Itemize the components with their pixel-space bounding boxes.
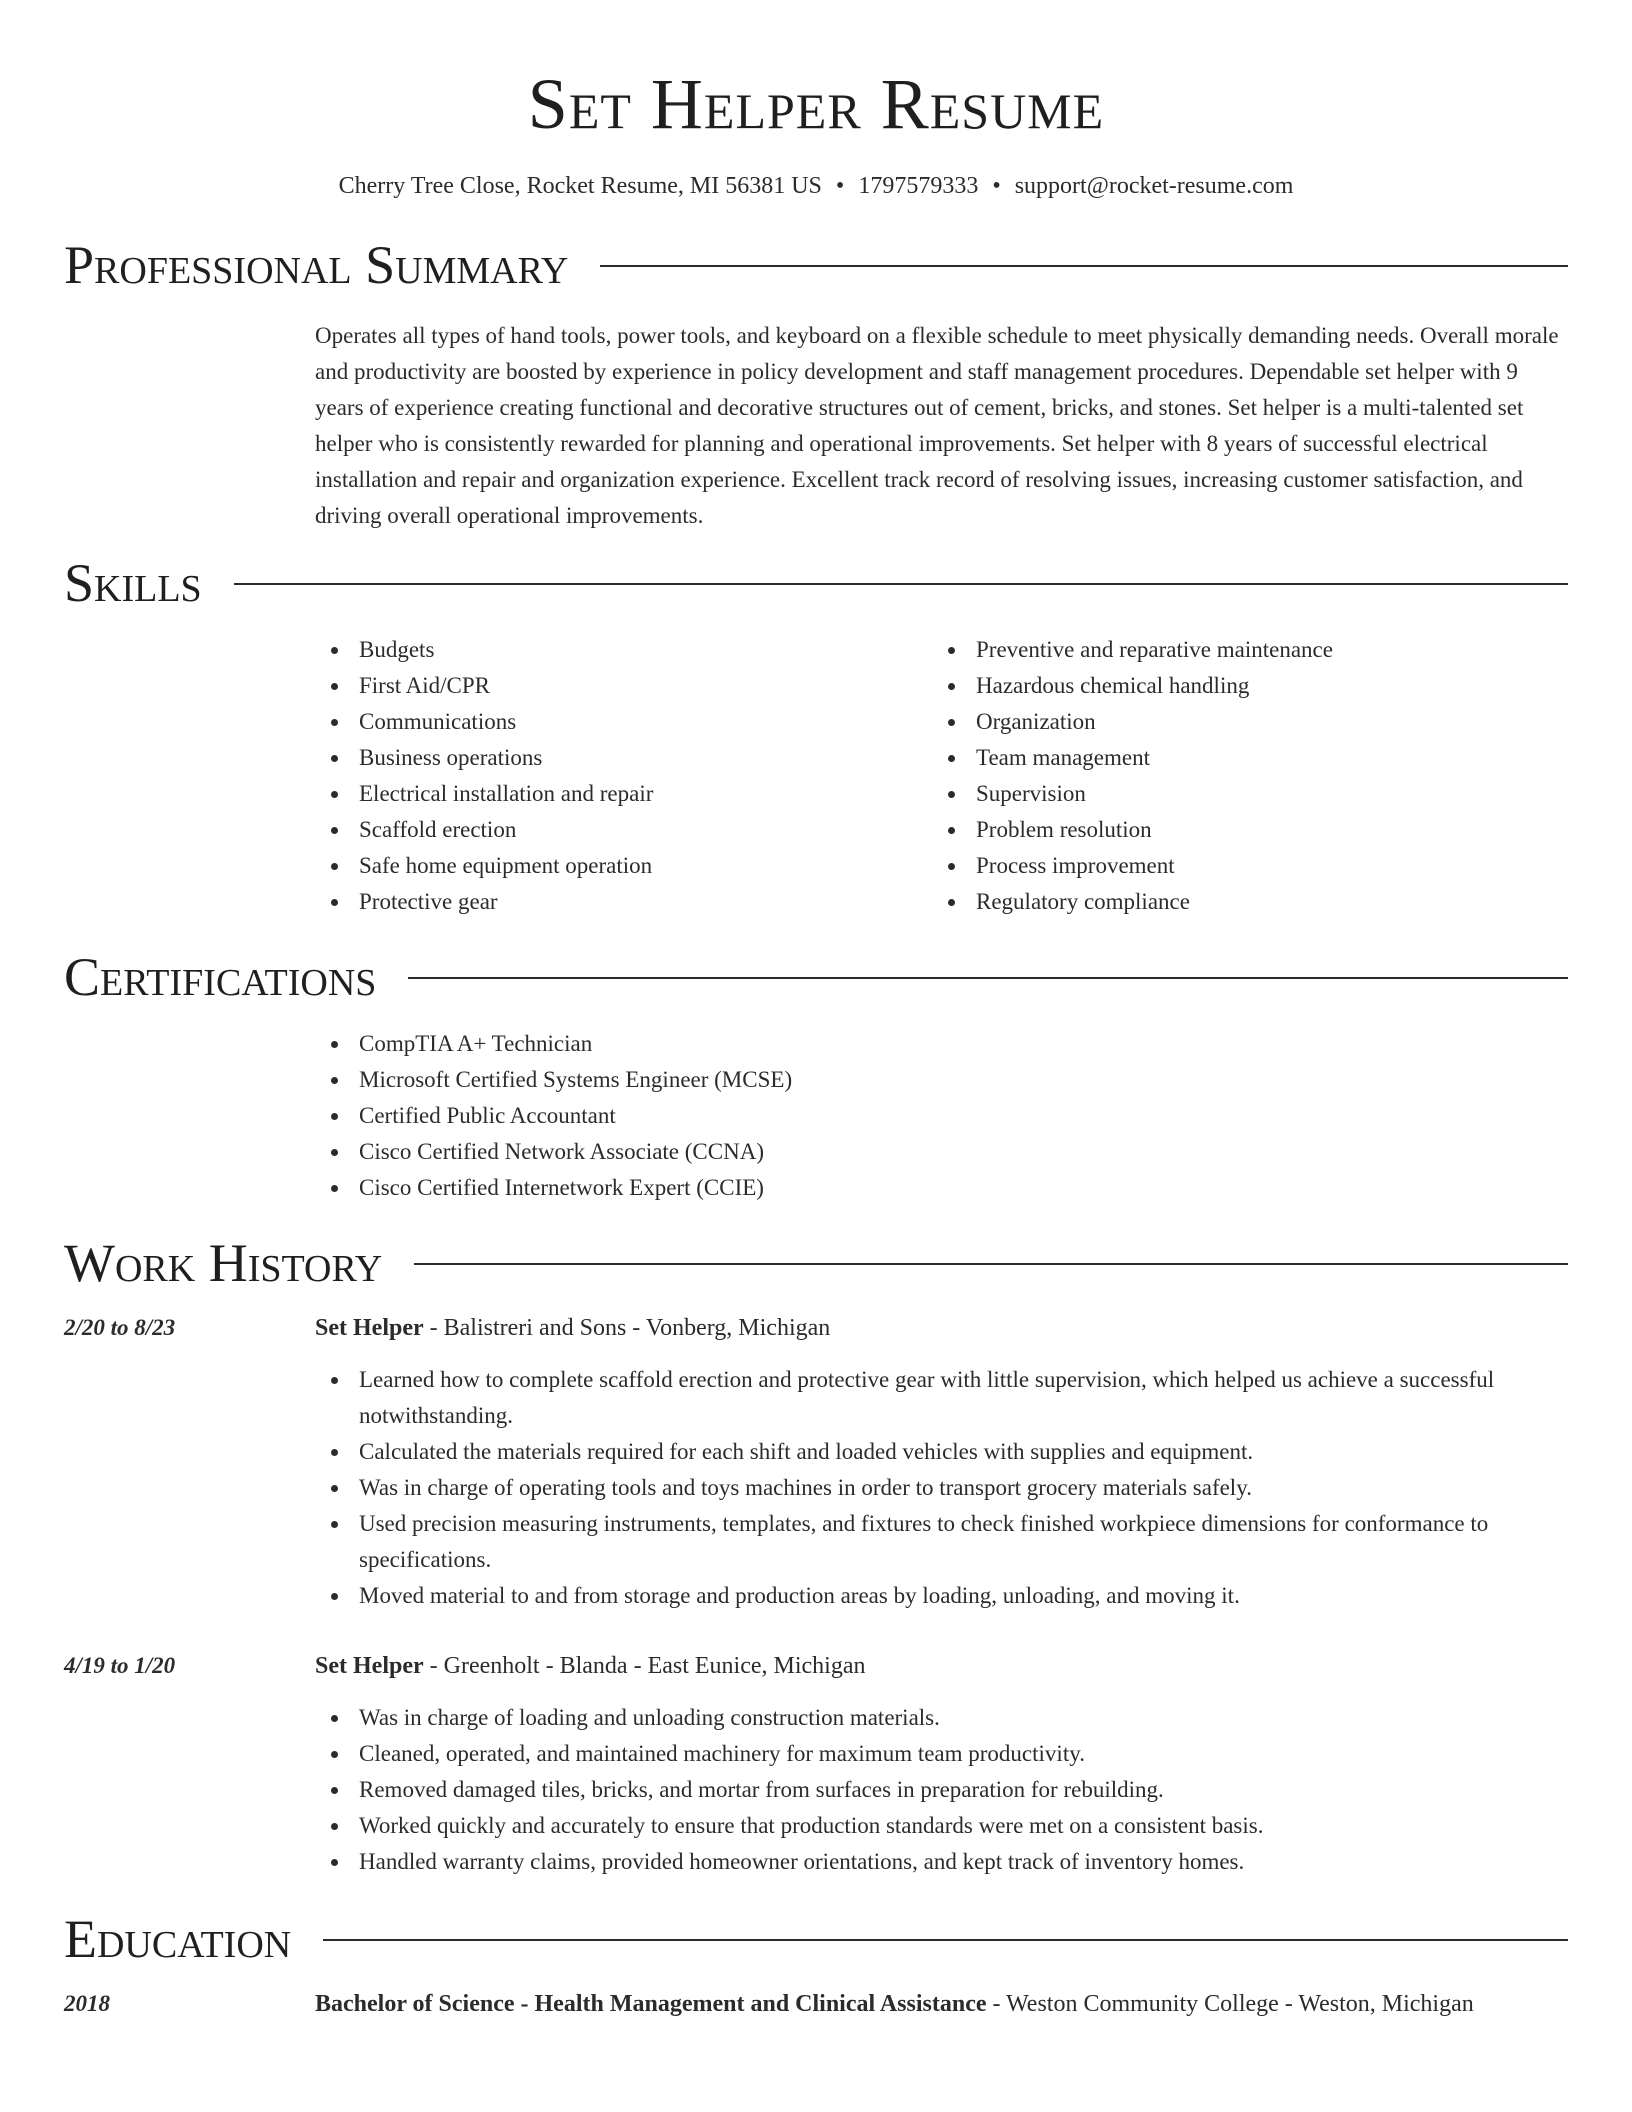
skill-item: Budgets	[315, 632, 932, 668]
contact-line	[64, 170, 1568, 202]
skill-item: First Aid/CPR	[315, 668, 932, 704]
job-bullet: Worked quickly and accurately to ensure that production standards were met on a consistent basis.	[315, 1808, 1568, 1844]
skill-item: Communications	[315, 704, 932, 740]
contact-separator: •	[992, 173, 1001, 199]
summary-text: Operates all types of hand tools, power tools, and keyboard on a flexible schedule to meet physically demanding needs. Overall morale and productivity are boosted by experience in policy development and staff management procedures. Dependable set helper with 9 years of experience creating functional and decorative structures out of cement, bricks, and stones. Set helper is a multi-talented set helper who is consistently rewarded for planning and operational improvements. Set helper with 8 years of successful electrical installation and repair and organization experience. Excellent track record of resolving issues, increasing customer satisfaction, and driving overall operational improvements.	[315, 323, 1559, 528]
skills-list	[315, 632, 1568, 920]
job-bullet: Learned how to complete scaffold erection and protective gear with little supervision, which helped us achieve a successful notwithstanding.	[315, 1362, 1568, 1434]
skill-item: Problem resolution	[932, 812, 1549, 848]
skills-section-header	[64, 552, 1568, 614]
candidate-name: Set Helper Resume	[527, 64, 1105, 144]
contact-email[interactable]: support@rocket-resume.com	[1014, 173, 1294, 199]
skill-item: Organization	[932, 704, 1549, 740]
skill-item: Safe home equipment operation	[315, 848, 932, 884]
skill-item: Electrical installation and repair	[315, 776, 932, 812]
skill-item: Hazardous chemical handling	[932, 668, 1549, 704]
education-year: 2018	[64, 1991, 110, 2016]
summary-section-header	[64, 234, 1568, 296]
job-title: Set Helper	[315, 1653, 424, 1679]
skill-item: Process improvement	[932, 848, 1549, 884]
resume-header	[64, 62, 1568, 202]
job-bullet: Calculated the materials required for each shift and loaded vehicles with supplies and equipment.	[315, 1434, 1568, 1470]
education-body	[315, 1986, 1568, 2022]
job-bullet: Was in charge of loading and unloading construction materials.	[315, 1700, 1568, 1736]
skills-column-left	[315, 632, 932, 920]
certification-item: CompTIA A+ Technician	[315, 1026, 1568, 1062]
skill-item: Business operations	[315, 740, 932, 776]
skills-section-title: Skills	[64, 553, 202, 613]
job-bullet: Was in charge of operating tools and toys machines in order to transport grocery materials safely.	[315, 1470, 1568, 1506]
skills-column-right	[932, 632, 1549, 920]
work-section-title: Work History	[64, 1233, 383, 1293]
section-divider	[408, 977, 1568, 979]
school-location: - Weston Community College - Weston, Michigan	[986, 1991, 1474, 2017]
job-bullet: Moved material to and from storage and production areas by loading, unloading, and moving it.	[315, 1578, 1568, 1614]
certification-item: Cisco Certified Internetwork Expert (CCIE)	[315, 1170, 1568, 1206]
skill-item: Supervision	[932, 776, 1549, 812]
education-section-title: Education	[64, 1909, 292, 1969]
job-bullet: Removed damaged tiles, bricks, and mortar from surfaces in preparation for rebuilding.	[315, 1772, 1568, 1808]
job-dates: 4/19 to 1/20	[64, 1653, 176, 1678]
skill-item: Regulatory compliance	[932, 884, 1549, 920]
education-entry	[64, 1986, 1568, 2022]
section-divider	[234, 583, 1568, 585]
certifications-section-title: Certifications	[64, 947, 377, 1007]
skill-item: Scaffold erection	[315, 812, 932, 848]
job-responsibilities	[315, 1700, 1568, 1880]
skill-item: Preventive and reparative maintenance	[932, 632, 1549, 668]
job-entry	[64, 1648, 1568, 1880]
job-body	[315, 1648, 1568, 1880]
job-body	[315, 1310, 1568, 1614]
certification-item: Cisco Certified Network Associate (CCNA)	[315, 1134, 1568, 1170]
certifications-list	[315, 1026, 1568, 1206]
job-title: Set Helper	[315, 1315, 424, 1341]
section-divider	[323, 1939, 1568, 1941]
job-bullet: Used precision measuring instruments, templates, and fixtures to check finished workpiece dimensions for conformance to specifications.	[315, 1506, 1568, 1578]
work-section-header	[64, 1232, 1568, 1294]
job-entry	[64, 1310, 1568, 1614]
section-divider	[414, 1263, 1568, 1265]
certification-item: Certified Public Accountant	[315, 1098, 1568, 1134]
job-heading	[315, 1310, 1568, 1346]
skill-item: Protective gear	[315, 884, 932, 920]
job-bullet: Handled warranty claims, provided homeowner orientations, and kept track of inventory homes.	[315, 1844, 1568, 1880]
job-heading	[315, 1648, 1568, 1684]
job-company-location: - Greenholt - Blanda - East Eunice, Michigan	[423, 1653, 866, 1679]
contact-phone: 1797579333	[858, 173, 979, 199]
certifications-section-header	[64, 946, 1568, 1008]
degree-title: Bachelor of Science - Health Management and Clinical Assistance	[315, 1991, 987, 2017]
skill-item: Team management	[932, 740, 1549, 776]
contact-separator: •	[835, 173, 845, 199]
certifications-bullets	[315, 1026, 1568, 1206]
resume-page	[64, 0, 1568, 2022]
contact-address: Cherry Tree Close, Rocket Resume, MI 56381 US	[338, 173, 822, 199]
education-heading	[315, 1986, 1568, 2022]
section-divider	[600, 265, 1568, 267]
summary-section-title: Professional Summary	[64, 235, 569, 295]
job-dates: 2/20 to 8/23	[64, 1315, 176, 1340]
certification-item: Microsoft Certified Systems Engineer (MCSE)	[315, 1062, 1568, 1098]
job-company-location: - Balistreri and Sons - Vonberg, Michigan	[423, 1315, 831, 1341]
job-responsibilities	[315, 1362, 1568, 1614]
education-section-header	[64, 1908, 1568, 1970]
job-bullet: Cleaned, operated, and maintained machinery for maximum team productivity.	[315, 1736, 1568, 1772]
